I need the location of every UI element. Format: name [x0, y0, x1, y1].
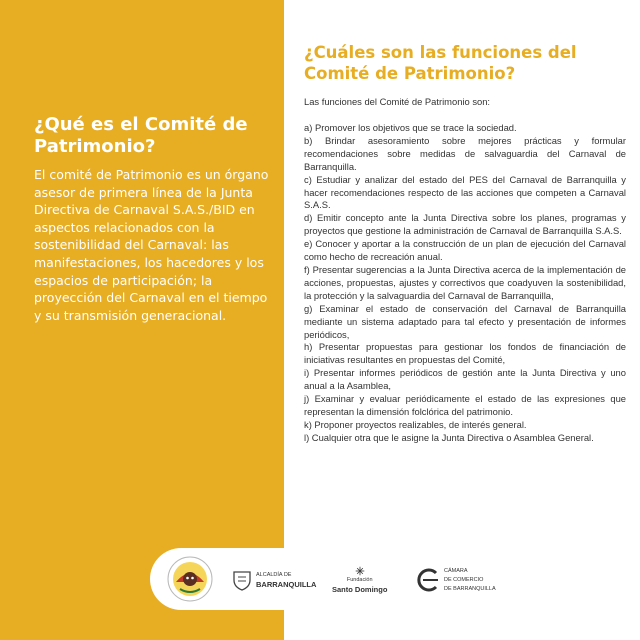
function-item-e: e) Conocer y aportar a la construcción de un plan de ejecución del Carnaval como hecho de recreación anual. — [304, 238, 626, 263]
function-item-l: l) Cualquier otra que le asigne la Junta Directiva o Asamblea General. — [304, 431, 594, 443]
functions-list — [304, 122, 626, 445]
fundacion-line1: Fundación — [346, 577, 373, 583]
function-item-j: j) Examinar y evaluar periódicamente el estado de las expresiones que representan la dimensión folclórica del patrimonio. — [304, 393, 626, 417]
camara-logo — [414, 566, 496, 594]
function-item-b: b) Brindar asesoramiento sobre mejores prácticas y formular recomendaciones sobre medidas de salvaguardia del Carnaval de Barranquilla. — [304, 134, 626, 172]
alcaldia-line2: BARRANQUILLA — [256, 580, 317, 589]
camara-line2: DE COMERCIO — [444, 576, 484, 583]
right-title: ¿Cuáles son las funciones del Comité de Patrimonio? — [304, 43, 577, 83]
fundacion-line2: Santo Domingo — [332, 585, 388, 594]
camara-swoosh-icon — [414, 568, 440, 592]
function-item-f: f) Presentar sugerencias a la Junta Directiva acerca de la implementación de acciones, propuestas, ajustes y correctivos que coadyuven la sostenibilidad, la protección y la salvaguardia del Carnaval de Barranquilla, — [304, 263, 626, 301]
carnaval-seal-icon — [166, 555, 214, 603]
function-item-a: a) Promover los objetivos que se trace la sociedad. — [304, 122, 517, 133]
alcaldia-shield-icon — [232, 569, 252, 591]
camara-line1: CÁMARA — [444, 567, 468, 574]
function-item-g: g) Examinar el estado de conservación del Carnaval de Barranquilla mediante un sistema adaptado para tal efecto y presentación de informes periódicos, — [304, 302, 626, 340]
alcaldia-line1: ALCALDÍA DE — [256, 572, 292, 578]
function-item-h: h) Presentar propuestas para gestionar los fondos de financiación de iniciativas resultantes en propuestas del Comité, — [304, 341, 626, 366]
functions-intro: Las funciones del Comité de Patrimonio son: — [304, 96, 491, 107]
left-title: ¿Qué es el Comité de Patrimonio? — [34, 114, 248, 157]
alcaldia-logo — [232, 566, 316, 594]
function-item-k: k) Proponer proyectos realizables, de interés general. — [304, 418, 527, 430]
function-item-d: d) Emitir concepto ante la Junta Directiva sobre los planes, programas y proyectos que gestione la administración de Carnaval de Barranquilla S.A.S. — [304, 212, 626, 237]
fundacion-logo — [332, 566, 387, 594]
fundacion-star-icon — [349, 566, 371, 576]
function-item-i: i) Presentar informes periódicos de gestión ante la Junta Directiva y uno anual a la Asamblea, — [304, 367, 626, 392]
left-body: El comité de Patrimonio es un órgano asesor de primera línea de la Junta Directiva de Carnaval S.A.S./BID en aspectos relacionados con la sostenibilidad del Carnaval: las manifestaciones, los hacedores y los espacios de participación; la proyección del Carnaval en el tiempo y su transmisión generacional. — [34, 167, 269, 323]
camara-line3: DE BARRANQUILLA — [444, 585, 496, 592]
sponsor-footer — [150, 548, 640, 610]
function-item-c: c) Estudiar y analizar del estado del PES del Carnaval de Barranquilla y hacer recomendaciones respecto de las acciones que competen a Carnaval S.A.S. — [304, 173, 626, 211]
